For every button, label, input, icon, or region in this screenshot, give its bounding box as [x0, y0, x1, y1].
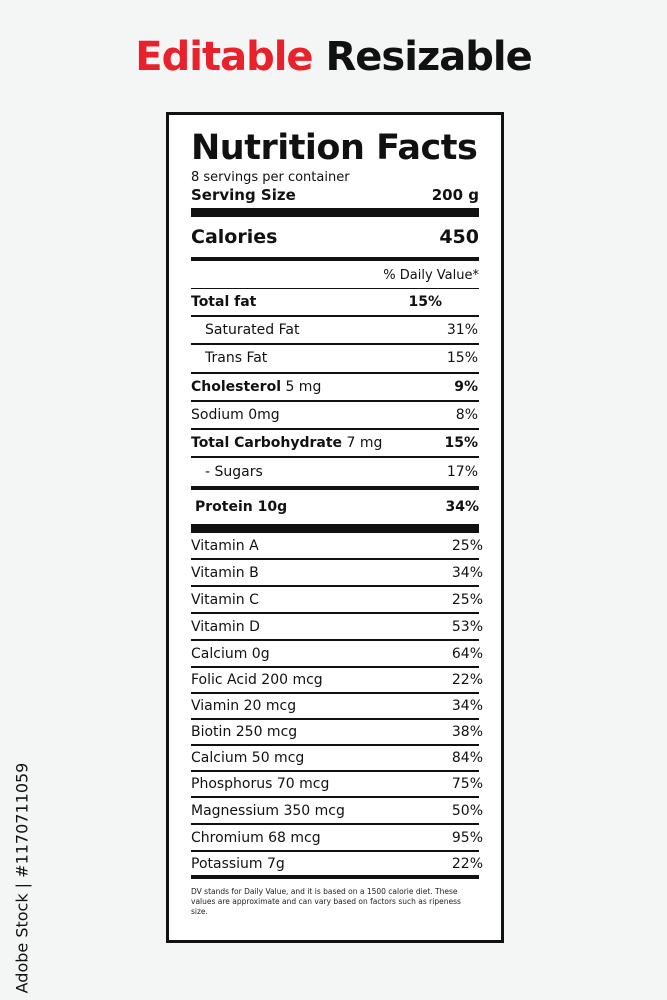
vitamin-name: Chromium 68 mcg: [191, 829, 321, 846]
protein-row: [191, 490, 479, 524]
vitamin-name: Vitamin C: [191, 591, 259, 608]
vitamin-pct: 84%: [451, 750, 483, 767]
nutrient-pct: 15%: [444, 435, 478, 452]
nutrition-label: [166, 112, 504, 943]
calories-label: Calories: [191, 226, 278, 248]
thick-divider: [191, 524, 479, 533]
vitamin-row: [191, 641, 483, 668]
daily-value-header: % Daily Value*: [191, 261, 479, 289]
vitamin-row: [191, 772, 483, 798]
vitamin-name: Vitamin A: [191, 537, 259, 554]
serving-size-value: 200 g: [431, 186, 479, 204]
vitamin-row: [191, 560, 483, 587]
calories-row: [191, 217, 479, 257]
nutrient-name: Saturated Fat: [205, 322, 300, 339]
calories-value: 450: [439, 226, 479, 248]
nutrient-name: Cholesterol: [191, 378, 281, 395]
nutrient-row: [191, 317, 479, 345]
headline-editable: Editable: [135, 34, 313, 80]
vitamin-name: Phosphorus 70 mcg: [191, 776, 330, 793]
vitamin-row: [191, 746, 483, 772]
headline: [0, 34, 667, 80]
vitamin-pct: 34%: [451, 564, 483, 581]
serving-size-row: [191, 186, 479, 205]
vitamin-name: Vitamin B: [191, 564, 259, 581]
vitamin-row: [191, 852, 483, 879]
vitamin-pct: 64%: [451, 645, 483, 662]
stock-id-text: Adobe Stock | #1170711059: [12, 762, 32, 993]
vitamin-name: Calcium 50 mcg: [191, 750, 305, 767]
nutrient-name: Total fat: [191, 294, 257, 311]
headline-resizable: Resizable: [325, 34, 532, 80]
nutrient-pct: 8%: [455, 406, 478, 423]
nutrient-name: Sodium 0mg: [191, 406, 280, 423]
nutrient-row: [191, 374, 479, 402]
vitamin-pct: 25%: [451, 537, 483, 554]
vitamin-pct: 22%: [451, 672, 483, 689]
label-title: Nutrition Facts: [191, 128, 478, 168]
vitamin-name: Calcium 0g: [191, 645, 270, 662]
vitamin-name: Folic Acid 200 mcg: [191, 672, 323, 689]
vitamin-row: [191, 694, 483, 720]
nutrient-amount: 7 mg: [346, 435, 383, 452]
vitamin-pct: 53%: [451, 618, 483, 635]
nutrient-pct: 9%: [454, 378, 478, 395]
vitamin-pct: 38%: [451, 724, 483, 741]
vitamin-pct: 75%: [451, 776, 483, 793]
vitamin-row: [191, 587, 483, 614]
nutrient-row: [191, 345, 479, 373]
nutrient-name: - Sugars: [205, 464, 263, 481]
vitamin-row: [191, 614, 483, 641]
nutrient-row: [191, 402, 479, 430]
protein-name: Protein 10g: [195, 499, 288, 516]
vitamin-pct: 25%: [451, 591, 483, 608]
nutrient-amount: 5 mg: [285, 378, 322, 395]
vitamin-name: Potassium 7g: [191, 855, 285, 872]
nutrient-pct: 15%: [408, 294, 442, 311]
vitamin-row: [191, 720, 483, 746]
footnote: DV stands for Daily Value, and it is based on a 1500 calorie diet. These values are approximate and can vary based on factors such as ripeness size.: [191, 887, 461, 917]
nutrient-name-group: [191, 435, 382, 451]
vitamin-pct: 50%: [451, 802, 483, 819]
vitamin-pct: 34%: [451, 698, 483, 715]
vitamin-row: [191, 825, 483, 852]
nutrient-row: [191, 289, 479, 317]
thick-divider: [191, 208, 479, 217]
vitamin-name: Vitamin D: [191, 618, 260, 635]
nutrient-pct: 31%: [446, 322, 478, 339]
vitamin-row: [191, 798, 483, 825]
vitamin-name: Biotin 250 mcg: [191, 724, 298, 741]
protein-pct: 34%: [445, 499, 479, 516]
serving-size-label: Serving Size: [191, 186, 296, 204]
nutrient-pct: 15%: [446, 350, 478, 367]
vitamin-row: [191, 668, 483, 694]
vitamin-name: Magnessium 350 mcg: [191, 802, 345, 819]
nutrient-name: Trans Fat: [205, 350, 268, 367]
vitamin-row: [191, 533, 483, 560]
vitamin-pct: 95%: [451, 829, 483, 846]
nutrient-name-group: [191, 379, 321, 395]
stock-id-watermark: [10, 762, 34, 993]
servings-per-container: 8 servings per container: [191, 170, 350, 185]
nutrient-row: [191, 430, 479, 458]
nutrient-name: Total Carbohydrate: [191, 435, 343, 452]
nutrient-pct: 17%: [446, 464, 478, 481]
nutrient-row: [191, 458, 479, 486]
vitamin-name: Viamin 20 mcg: [191, 698, 297, 715]
vitamin-pct: 22%: [451, 855, 483, 872]
